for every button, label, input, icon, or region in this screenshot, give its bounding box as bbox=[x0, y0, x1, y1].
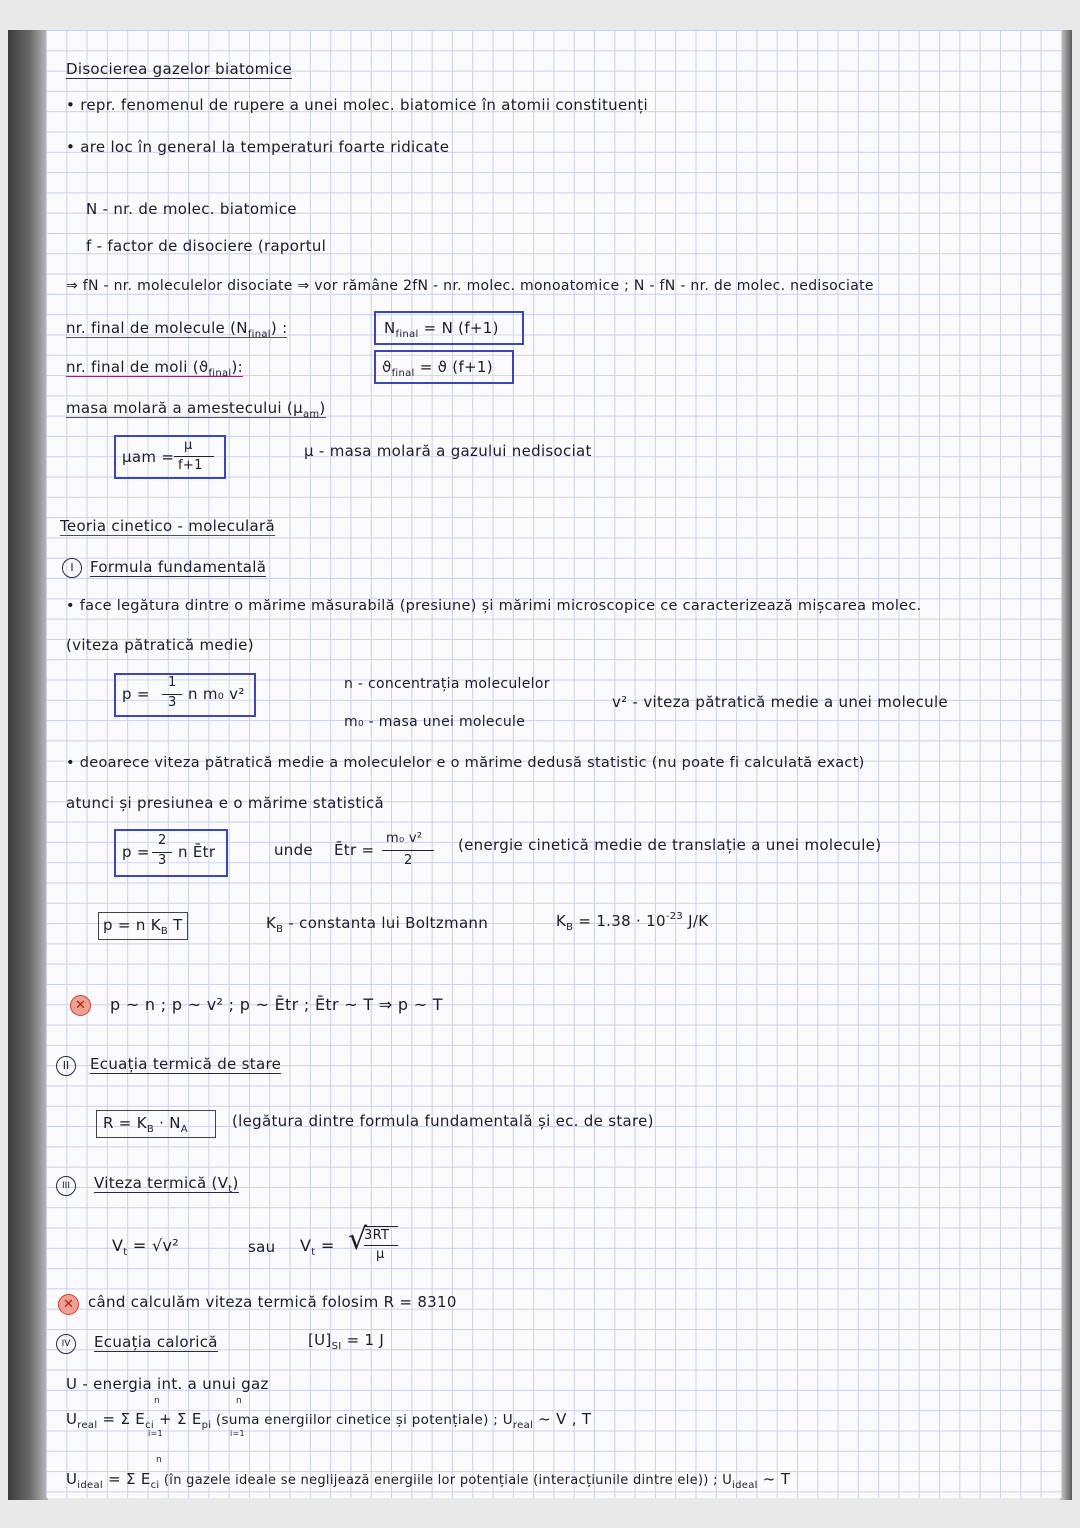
section-number-3: III bbox=[56, 1176, 76, 1196]
section-title-disociere: Disocierea gazelor biatomice bbox=[66, 60, 293, 78]
n-final-formula: $N_{final} = N$ (f+1) bbox=[384, 319, 499, 340]
sau-label: sau bbox=[248, 1238, 276, 1256]
section-number-1: I bbox=[62, 558, 82, 578]
u-real-formula: $U_{real} = \Sigma$ $E_{ci} + \Sigma$ $E_{pi}$ (suma energiilor cinetice și potențiale) ; $U_{real}$ ~ V , T bbox=[66, 1410, 592, 1431]
u-ideal-formula: $U_{ideal} = \Sigma$ $E_{ci}$ (în gazele ideale se neglijează energiile lor potențiale (interacțiunile dintre ele)) ; $U_{ideal}$ ~ T bbox=[66, 1470, 791, 1491]
nu-final-formula: $ϑ_{final} = ϑ$ (f+1) bbox=[382, 358, 493, 379]
deoarece-line-b: atunci și presiunea e o mărime statistică bbox=[66, 794, 385, 812]
r-formula: $R = K_B \cdot N_A$ bbox=[103, 1114, 188, 1135]
important-marker-icon: ✕ bbox=[58, 1294, 79, 1315]
p-formula-den: 3 bbox=[168, 695, 177, 710]
sqrt-bar bbox=[364, 1226, 398, 1227]
r-formula-box bbox=[96, 1110, 216, 1138]
p-formula-num: 1 bbox=[168, 675, 177, 690]
s4-title: Ecuația calorică bbox=[94, 1333, 218, 1351]
deoarece-line-a: • deoarece viteza pătratică medie a moleculelor e o mărime dedusă statistic (nu poate fi calculată exact) bbox=[66, 755, 865, 771]
r-note: (legătura dintre formula fundamentală și ec. de stare) bbox=[232, 1112, 654, 1130]
vt-formula-2: $V_t$ = bbox=[300, 1236, 335, 1258]
s1-bullet-b: (viteza pătratică medie) bbox=[66, 636, 254, 654]
u-definition: U - energia int. a unui gaz bbox=[66, 1375, 269, 1393]
sum-bottom: i=1 bbox=[148, 1429, 163, 1438]
sum-top: n bbox=[154, 1396, 161, 1406]
mu-note: μ - masa molară a gazului nedisociat bbox=[304, 442, 592, 460]
def-m0: m₀ - masa unei molecule bbox=[344, 714, 526, 730]
def-n-concentration: n - concentrația moleculelor bbox=[344, 676, 550, 692]
p3-formula: p = n $K_B$ T bbox=[103, 916, 183, 937]
fraction-bar bbox=[382, 850, 434, 851]
n-final-formula-box bbox=[374, 311, 524, 345]
def-n: N - nr. de molec. biatomice bbox=[86, 200, 297, 218]
sqrt-sign-icon: √ bbox=[348, 1222, 368, 1257]
s2-title: Ecuația termică de stare bbox=[90, 1055, 282, 1073]
def-v2: v² - viteza pătratică medie a unei molecule bbox=[612, 693, 948, 711]
u-unit: $[U]_{SI} = 1$ J bbox=[308, 1331, 385, 1352]
etr-note: (energie cinetică medie de translație a unei molecule) bbox=[458, 836, 882, 854]
p2-rest: n Ētr bbox=[178, 843, 216, 861]
nu-final-formula-box bbox=[374, 350, 514, 384]
mu-am-formula-box bbox=[114, 435, 226, 479]
notebook-page bbox=[46, 30, 1062, 1498]
masa-molara-label: masa molară a amestecului $(\mu_{am})$ bbox=[66, 399, 326, 420]
vt-formula-1: $V_t = √v^2$ bbox=[112, 1236, 179, 1258]
sum-bottom: i=1 bbox=[230, 1429, 245, 1438]
implication-line: ⇒ fN - nr. moleculelor disociate ⇒ vor rămâne 2fN - nr. molec. monoatomice ; N - fN - nr. de molec. nedisociate bbox=[66, 278, 874, 294]
r-value-note: când calculăm viteza termică folosim R = 8310 bbox=[88, 1293, 457, 1311]
proportionality-line: p ~ n ; p ~ v² ; p ~ Ētr ; Ētr ~ T ⇒ p ~ T bbox=[110, 995, 443, 1014]
fraction-bar bbox=[174, 456, 214, 457]
p3-formula-box bbox=[98, 912, 188, 940]
section-title-teorie: Teoria cinetico - moleculară bbox=[60, 517, 275, 535]
p2-lhs: p = bbox=[122, 843, 150, 861]
p2-formula-box bbox=[114, 829, 228, 877]
p-formula-rest: n m₀ v² bbox=[188, 685, 245, 703]
page-shadow-left bbox=[8, 30, 48, 1500]
sum-top: n bbox=[156, 1455, 163, 1465]
p2-num: 2 bbox=[158, 833, 167, 848]
nu-final-label: nr. final de moli $(ϑ_{final})$: bbox=[66, 358, 244, 379]
s1-bullet-a: • face legătura dintre o mărime măsurabilă (presiune) și mărimi microscopice ce caracterizează mișcarea molec. bbox=[66, 598, 922, 614]
p-formula-lhs: p = bbox=[122, 685, 150, 703]
mu-am-den: f+1 bbox=[178, 458, 203, 473]
unde-label: unde bbox=[274, 841, 313, 859]
etr-num: m₀ v² bbox=[386, 831, 423, 846]
section-number-2: II bbox=[56, 1056, 76, 1076]
p2-den: 3 bbox=[158, 853, 167, 868]
mu-am-num: μ bbox=[184, 438, 193, 453]
mu-am-lhs: μam = bbox=[122, 448, 175, 466]
sum-top: n bbox=[236, 1396, 243, 1406]
s3-title: Viteza termică $(V_t)$ bbox=[94, 1174, 239, 1195]
section-number-4: IV bbox=[56, 1334, 76, 1354]
n-final-label: nr. final de molecule $(N_{final})$ : bbox=[66, 319, 288, 340]
etr-lhs: Ētr = bbox=[334, 841, 375, 859]
etr-den: 2 bbox=[404, 853, 413, 868]
p-formula-box bbox=[114, 673, 256, 717]
s1-title: Formula fundamentală bbox=[90, 558, 267, 576]
kb-definition: $K_B$ - constanta lui Boltzmann bbox=[266, 914, 489, 935]
vt2-den: μ bbox=[376, 1247, 385, 1262]
vt2-num: 3RT bbox=[364, 1228, 390, 1243]
def-f: f - factor de disociere (raportul bbox=[86, 237, 327, 255]
disociere-bullet-2: • are loc în general la temperaturi foarte ridicate bbox=[66, 138, 450, 156]
fraction-bar bbox=[364, 1245, 398, 1246]
disociere-bullet-1: • repr. fenomenul de rupere a unei molec. biatomice în atomii constituenți bbox=[66, 96, 648, 114]
kb-value: $K_B = 1.38 \cdot 10^{-23}$ J/K bbox=[556, 911, 709, 933]
important-marker-icon: ✕ bbox=[70, 995, 91, 1016]
